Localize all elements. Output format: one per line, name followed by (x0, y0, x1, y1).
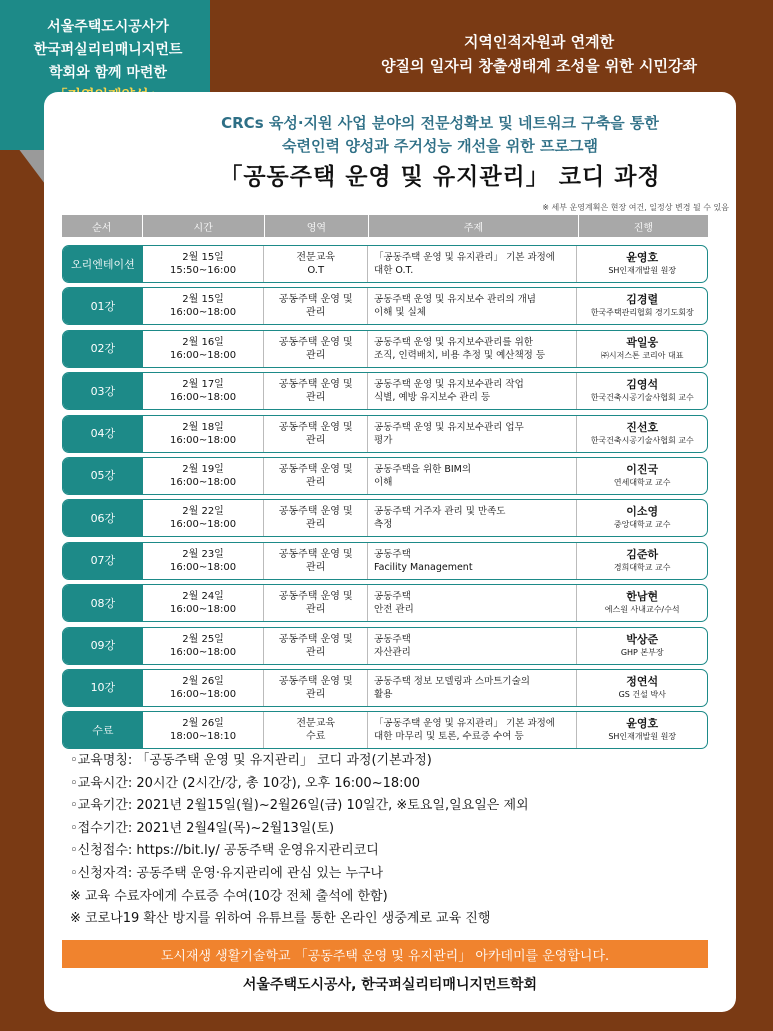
row-time: 2월 17일 16:00~18:00 (143, 373, 265, 409)
organizers-footer: 서울주택도시공사, 한국퍼실리티매니지먼트학회 (242, 977, 538, 993)
header-time: 시간 (143, 215, 265, 237)
row-topic: 공동주택 정보 모델링과 스마트기술의 활용 (368, 670, 577, 706)
row-time: 2월 18일 16:00~18:00 (143, 416, 265, 452)
row-topic: 공동주택 안전 관리 (368, 585, 577, 621)
row-time: 2월 26일 18:00~18:10 (143, 712, 265, 748)
row-instructor (577, 500, 707, 536)
row-instructor (577, 246, 707, 282)
row-topic: 공동주택 Facility Management (368, 543, 577, 579)
subtitle-line-2: 숙련인력 양성과 주거성능 개선을 위한 프로그램 (282, 137, 598, 155)
row-area: 공동주택 운영 및 관리 (264, 458, 368, 494)
instructor-affiliation: 한국주택관리협회 경기도회장 (590, 308, 694, 318)
instructor-name: 이진국 (626, 462, 659, 476)
row-area: 공동주택 운영 및 관리 (264, 500, 368, 536)
info-line: ◦접수기간: 2021년 2월4일(목)~2월13일(토) (70, 820, 335, 836)
row-topic: 공동주택 운영 및 유지보수관리 작업 식별, 예방 유지보수 관리 등 (368, 373, 577, 409)
table-row (62, 627, 708, 665)
row-topic: 공동주택을 위한 BIM의 이해 (368, 458, 577, 494)
instructor-affiliation: 한국건축시공기술사협회 교수 (590, 435, 694, 445)
instructor-name: 김경렬 (626, 293, 659, 307)
header-order: 순서 (62, 215, 143, 237)
row-area: 공동주택 운영 및 관리 (264, 416, 368, 452)
header-right-line-2: 양질의 일자리 창출생태계 조성을 위한 시민강좌 (381, 57, 697, 75)
instructor-affiliation: SH인재개발원 원장 (608, 266, 677, 275)
row-area: 공동주택 운영 및 관리 (264, 288, 368, 324)
row-area: 공동주택 운영 및 관리 (264, 670, 368, 706)
row-instructor (577, 628, 707, 664)
schedule-note: ※ 세부 운영계획은 현장 여건, 일정상 변경 될 수 있음 (542, 203, 729, 212)
instructor-name: 박상준 (626, 632, 659, 646)
row-instructor (577, 288, 707, 324)
table-row (62, 245, 708, 283)
instructor-affiliation: GHP 본부장 (620, 647, 664, 657)
row-topic: 공동주택 거주자 관리 및 만족도 측정 (368, 500, 577, 536)
row-topic: 공동주택 자산관리 (368, 628, 577, 664)
instructor-name: 진선호 (626, 420, 659, 434)
row-instructor (577, 585, 707, 621)
instructor-name: 정연석 (626, 674, 659, 688)
table-row (62, 330, 708, 368)
row-time: 2월 15일 15:50~16:00 (143, 246, 265, 282)
instructor-name: 윤영호 (626, 717, 659, 731)
row-time: 2월 22일 16:00~18:00 (143, 500, 265, 536)
row-order: 09강 (63, 628, 143, 664)
instructor-name: 김준하 (626, 547, 659, 561)
row-time: 2월 19일 16:00~18:00 (143, 458, 265, 494)
row-order: 07강 (63, 543, 143, 579)
row-topic: 공동주택 운영 및 유지보수 관리의 개념 이해 및 실체 (368, 288, 577, 324)
course-info (70, 750, 710, 931)
row-order: 08강 (63, 585, 143, 621)
info-line: ◦교육명칭: 「공동주택 운영 및 유지관리」 코디 과정(기본과정) (70, 753, 432, 768)
subtitle-line-1: CRCs 육성·지원 사업 분야의 전문성확보 및 네트워크 구축을 통한 (221, 114, 659, 132)
row-order: 10강 (63, 670, 143, 706)
row-order: 03강 (63, 373, 143, 409)
row-instructor (577, 543, 707, 579)
instructor-affiliation: 에스원 사내교수/수석 (604, 605, 680, 615)
row-topic: 공동주택 운영 및 유지보수관리를 위한 조직, 인력배치, 비용 추정 및 예산책정 등 (368, 331, 577, 367)
header-right-line-1: 지역인적자원과 연계한 (463, 33, 615, 51)
row-instructor (577, 373, 707, 409)
table-row (62, 669, 708, 707)
info-line: ◦신청자격: 공동주택 운영·유지관리에 관심 있는 누구나 (70, 865, 384, 881)
instructor-name: 이소영 (626, 505, 659, 519)
info-line: ◦교육시간: 20시간 (2시간/강, 총 10강), 오후 16:00~18:00 (70, 775, 421, 791)
row-time: 2월 26일 16:00~18:00 (143, 670, 265, 706)
table-row (62, 584, 708, 622)
row-area: 공동주택 운영 및 관리 (264, 543, 368, 579)
header-right (329, 30, 749, 78)
row-time: 2월 25일 16:00~18:00 (143, 628, 265, 664)
info-line: ※ 코로나19 확산 방지를 위하여 유튜브를 통한 온라인 생중계로 교육 진행 (70, 911, 491, 927)
header-topic: 주제 (369, 215, 579, 237)
row-order: 오리엔테이션 (63, 246, 143, 282)
corner-line-2: 한국퍼실리티매니지먼트 (33, 42, 183, 58)
instructor-name: 곽일웅 (626, 335, 659, 349)
instructor-affiliation: GS 건설 박사 (618, 689, 666, 699)
instructor-affiliation: ㈜시저스톤 코리아 대표 (600, 350, 684, 360)
row-topic: 「공동주택 운영 및 유지관리」 기본 과정에 대한 O.T. (368, 246, 577, 282)
academy-banner: 도시재생 생활기술학교 「공동주택 운영 및 유지관리」 아카데미를 운영합니다. (62, 940, 708, 968)
page-title: 「공동주택 운영 및 유지관리」 코디 과정 (219, 164, 661, 190)
header-area: 영역 (265, 215, 369, 237)
instructor-affiliation: 경희대학교 교수 (613, 562, 671, 572)
schedule-table (62, 245, 708, 754)
instructor-affiliation: 한국건축시공기술사협회 교수 (590, 393, 694, 403)
row-area: 공동주택 운영 및 관리 (264, 628, 368, 664)
table-row (62, 372, 708, 410)
row-time: 2월 23일 16:00~18:00 (143, 543, 265, 579)
row-order: 06강 (63, 500, 143, 536)
table-header (62, 215, 708, 237)
row-area: 공동주택 운영 및 관리 (264, 331, 368, 367)
corner-line-1: 서울주택도시공사가 (47, 19, 169, 35)
row-time: 2월 16일 16:00~18:00 (143, 331, 265, 367)
row-area: 공동주택 운영 및 관리 (264, 585, 368, 621)
row-area: 공동주택 운영 및 관리 (264, 373, 368, 409)
table-row (62, 287, 708, 325)
row-instructor (577, 712, 707, 748)
info-line: ※ 교육 수료자에게 수료증 수여(10강 전체 출석에 한함) (70, 888, 388, 904)
row-instructor (577, 458, 707, 494)
instructor-name: 윤영호 (626, 251, 659, 264)
instructor-affiliation: 중앙대학교 교수 (613, 520, 671, 530)
row-time: 2월 15일 16:00~18:00 (143, 288, 265, 324)
row-order: 01강 (63, 288, 143, 324)
table-row (62, 711, 708, 749)
row-area: 전문교육 O.T (264, 246, 368, 282)
instructor-name: 한남현 (626, 590, 659, 604)
instructor-affiliation: 연세대학교 교수 (613, 477, 671, 487)
row-order: 05강 (63, 458, 143, 494)
corner-line-3: 학회와 함께 마련한 (49, 65, 167, 81)
row-time: 2월 24일 16:00~18:00 (143, 585, 265, 621)
header-instructor: 진행 (633, 222, 654, 234)
row-order: 04강 (63, 416, 143, 452)
row-order: 수료 (63, 712, 143, 748)
table-row (62, 542, 708, 580)
info-line: ◦신청접수: https://bit.ly/ 공동주택 운영유지관리코디 (70, 843, 379, 859)
row-instructor (577, 331, 707, 367)
table-row (62, 499, 708, 537)
info-line: ◦교육기간: 2021년 2월15일(월)~2월26일(금) 10일간, ※토요일,일요일은 제외 (70, 798, 529, 814)
row-instructor (577, 670, 707, 706)
table-row (62, 457, 708, 495)
row-topic: 「공동주택 운영 및 유지관리」 기본 과정에 대한 마무리 및 토론, 수료증 수여 등 (368, 712, 577, 748)
table-row (62, 415, 708, 453)
instructor-name: 김영석 (626, 378, 659, 392)
instructor-affiliation: SH인재개발원 원장 (608, 732, 677, 742)
row-instructor (577, 416, 707, 452)
row-order: 02강 (63, 331, 143, 367)
row-area: 전문교육 수료 (264, 712, 368, 748)
row-topic: 공동주택 운영 및 유지보수관리 업무 평가 (368, 416, 577, 452)
program-subtitle (160, 112, 720, 158)
